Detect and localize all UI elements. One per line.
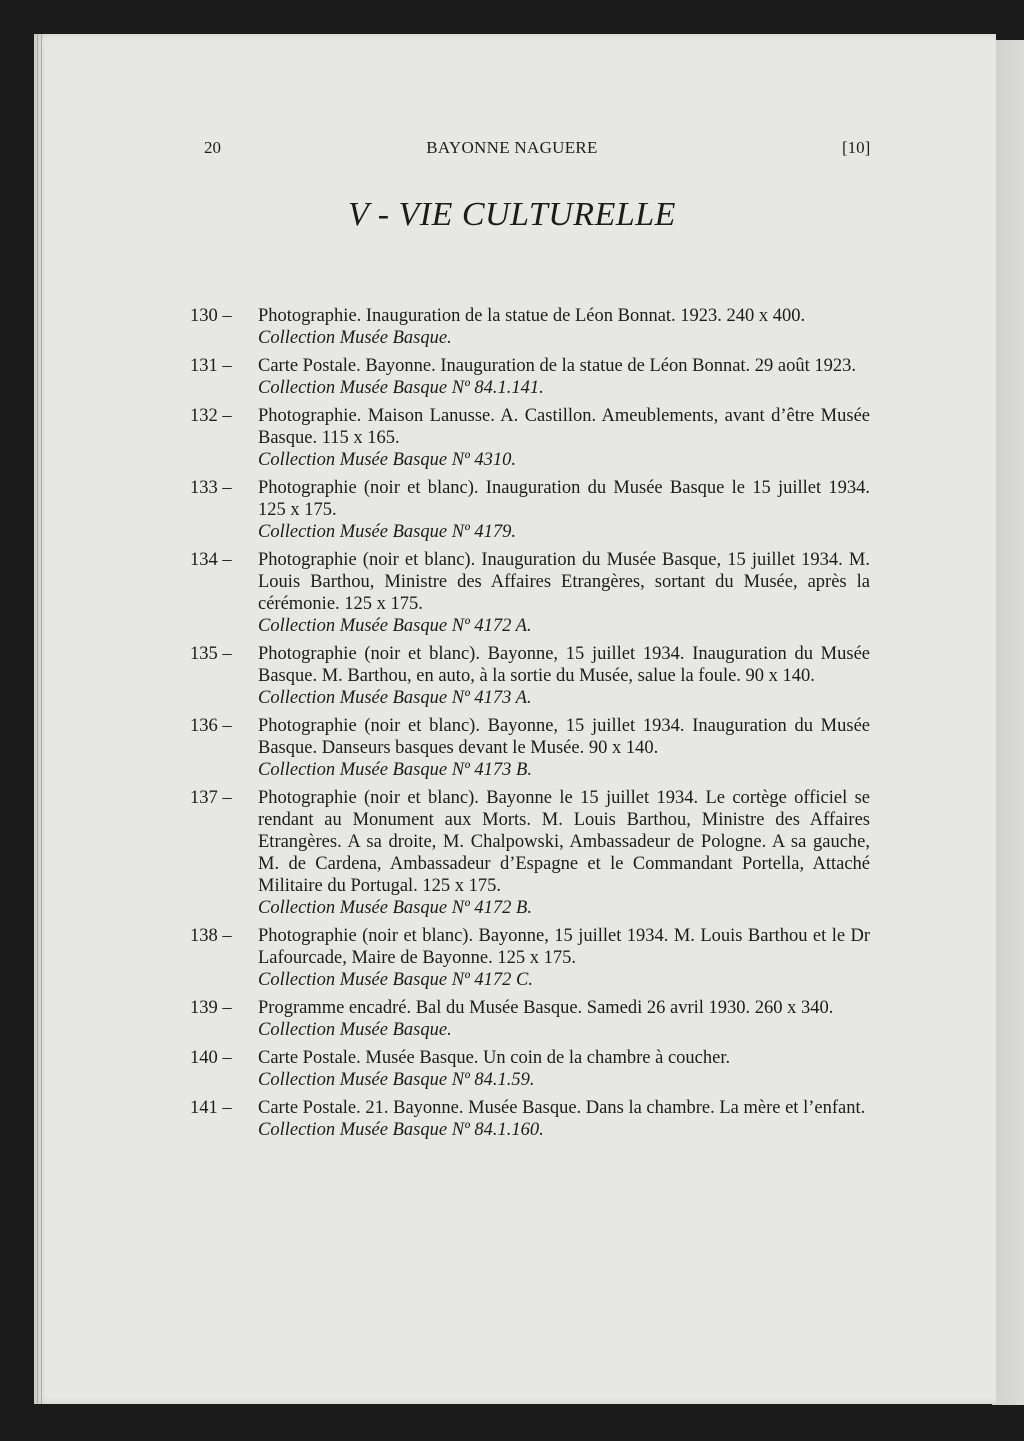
entry-number: 131 –	[190, 356, 232, 376]
catalogue-entry	[190, 715, 870, 781]
running-title: BAYONNE NAGUERE	[426, 138, 598, 157]
entry-collection: Collection Musée Basque Nº 4173 A.	[258, 688, 532, 708]
entry-description: Programme encadré. Bal du Musée Basque. Samedi 26 avril 1930. 260 x 340.	[258, 998, 834, 1018]
entry-collection: Collection Musée Basque.	[258, 328, 452, 348]
entry-description: Photographie (noir et blanc). Inauguration du Musée Basque, 15 juillet 1934. M. Louis Barthou, Ministre des Affaires Etrangères, sortant du Musée, après la cérémonie. 125 x 175.	[258, 550, 870, 614]
entry-description: Photographie (noir et blanc). Bayonne, 15 juillet 1934. M. Louis Barthou et le Dr Lafourcade, Maire de Bayonne. 125 x 175.	[258, 926, 870, 968]
catalogue-entry	[190, 477, 870, 543]
catalogue-entry	[190, 1047, 870, 1091]
entry-number: 138 –	[190, 926, 232, 946]
catalogue-entry	[190, 355, 870, 399]
entry-collection: Collection Musée Basque Nº 84.1.141.	[258, 378, 544, 398]
catalogue-entry	[190, 305, 870, 349]
entry-collection: Collection Musée Basque Nº 4172 B.	[258, 898, 532, 918]
gutter-line	[41, 34, 42, 1404]
page-number: 20	[204, 138, 221, 157]
entry-collection: Collection Musée Basque Nº 4179.	[258, 522, 517, 542]
entry-description: Carte Postale. 21. Bayonne. Musée Basque. Dans la chambre. La mère et l’enfant.	[258, 1098, 866, 1118]
entry-description: Photographie (noir et blanc). Inauguration du Musée Basque le 15 juillet 1934. 125 x 175.	[258, 478, 870, 520]
entry-description: Carte Postale. Musée Basque. Un coin de la chambre à coucher.	[258, 1048, 731, 1068]
entry-collection: Collection Musée Basque Nº 4173 B.	[258, 760, 532, 780]
entry-number: 141 –	[190, 1098, 232, 1118]
entry-number: 133 –	[190, 478, 232, 498]
entry-description: Photographie. Maison Lanusse. A. Castillon. Ameublements, avant d’être Musée Basque. 115 x 165.	[258, 406, 870, 448]
entry-collection: Collection Musée Basque.	[258, 1020, 452, 1040]
entry-number: 137 –	[190, 788, 232, 808]
entry-description: Photographie. Inauguration de la statue de Léon Bonnat. 1923. 240 x 400.	[258, 306, 806, 326]
gutter-line	[37, 34, 38, 1404]
entry-collection: Collection Musée Basque Nº 84.1.160.	[258, 1120, 544, 1140]
chapter-title: V - VIE CULTURELLE	[348, 196, 676, 233]
entry-number: 140 –	[190, 1048, 232, 1068]
entry-description: Photographie (noir et blanc). Bayonne, 15 juillet 1934. Inauguration du Musée Basque. Danseurs basques devant le Musée. 90 x 140.	[258, 716, 870, 758]
catalogue-entry	[190, 643, 870, 709]
entry-collection: Collection Musée Basque Nº 4172 A.	[258, 616, 532, 636]
facing-page-edge	[992, 40, 1024, 1405]
entry-number: 135 –	[190, 644, 232, 664]
entry-number: 130 –	[190, 306, 232, 326]
entry-number: 136 –	[190, 716, 232, 736]
entry-number: 132 –	[190, 406, 232, 426]
entry-number: 134 –	[190, 550, 232, 570]
catalogue-entry	[190, 925, 870, 991]
catalogue-entry	[190, 997, 870, 1041]
catalogue-entry	[190, 405, 870, 471]
entry-description: Carte Postale. Bayonne. Inauguration de la statue de Léon Bonnat. 29 août 1923.	[258, 356, 857, 376]
catalogue-entry	[190, 1097, 870, 1141]
entry-description: Photographie (noir et blanc). Bayonne, 15 juillet 1934. Inauguration du Musée Basque. M. Barthou, en auto, à la sortie du Musée, salue la foule. 90 x 140.	[258, 644, 870, 686]
section-number: [10]	[842, 138, 871, 157]
entry-collection: Collection Musée Basque Nº 84.1.59.	[258, 1070, 535, 1090]
catalogue-entry	[190, 549, 870, 637]
entry-number: 139 –	[190, 998, 232, 1018]
catalogue-entry	[190, 787, 870, 919]
catalogue-list	[190, 305, 870, 1147]
entry-description: Photographie (noir et blanc). Bayonne le 15 juillet 1934. Le cortège officiel se rendant au Monument aux Morts. M. Louis Barthou, Ministre des Affaires Etrangères. A sa droite, M. Chalpowski, Ambassadeur de Pologne. A sa gauche, M. de Cardena, Ambassadeur d’Espagne et le Commandant Portella, Attaché Militaire du Portugal. 125 x 175.	[258, 788, 870, 896]
entry-collection: Collection Musée Basque Nº 4172 C.	[258, 970, 533, 990]
entry-collection: Collection Musée Basque Nº 4310.	[258, 450, 517, 470]
